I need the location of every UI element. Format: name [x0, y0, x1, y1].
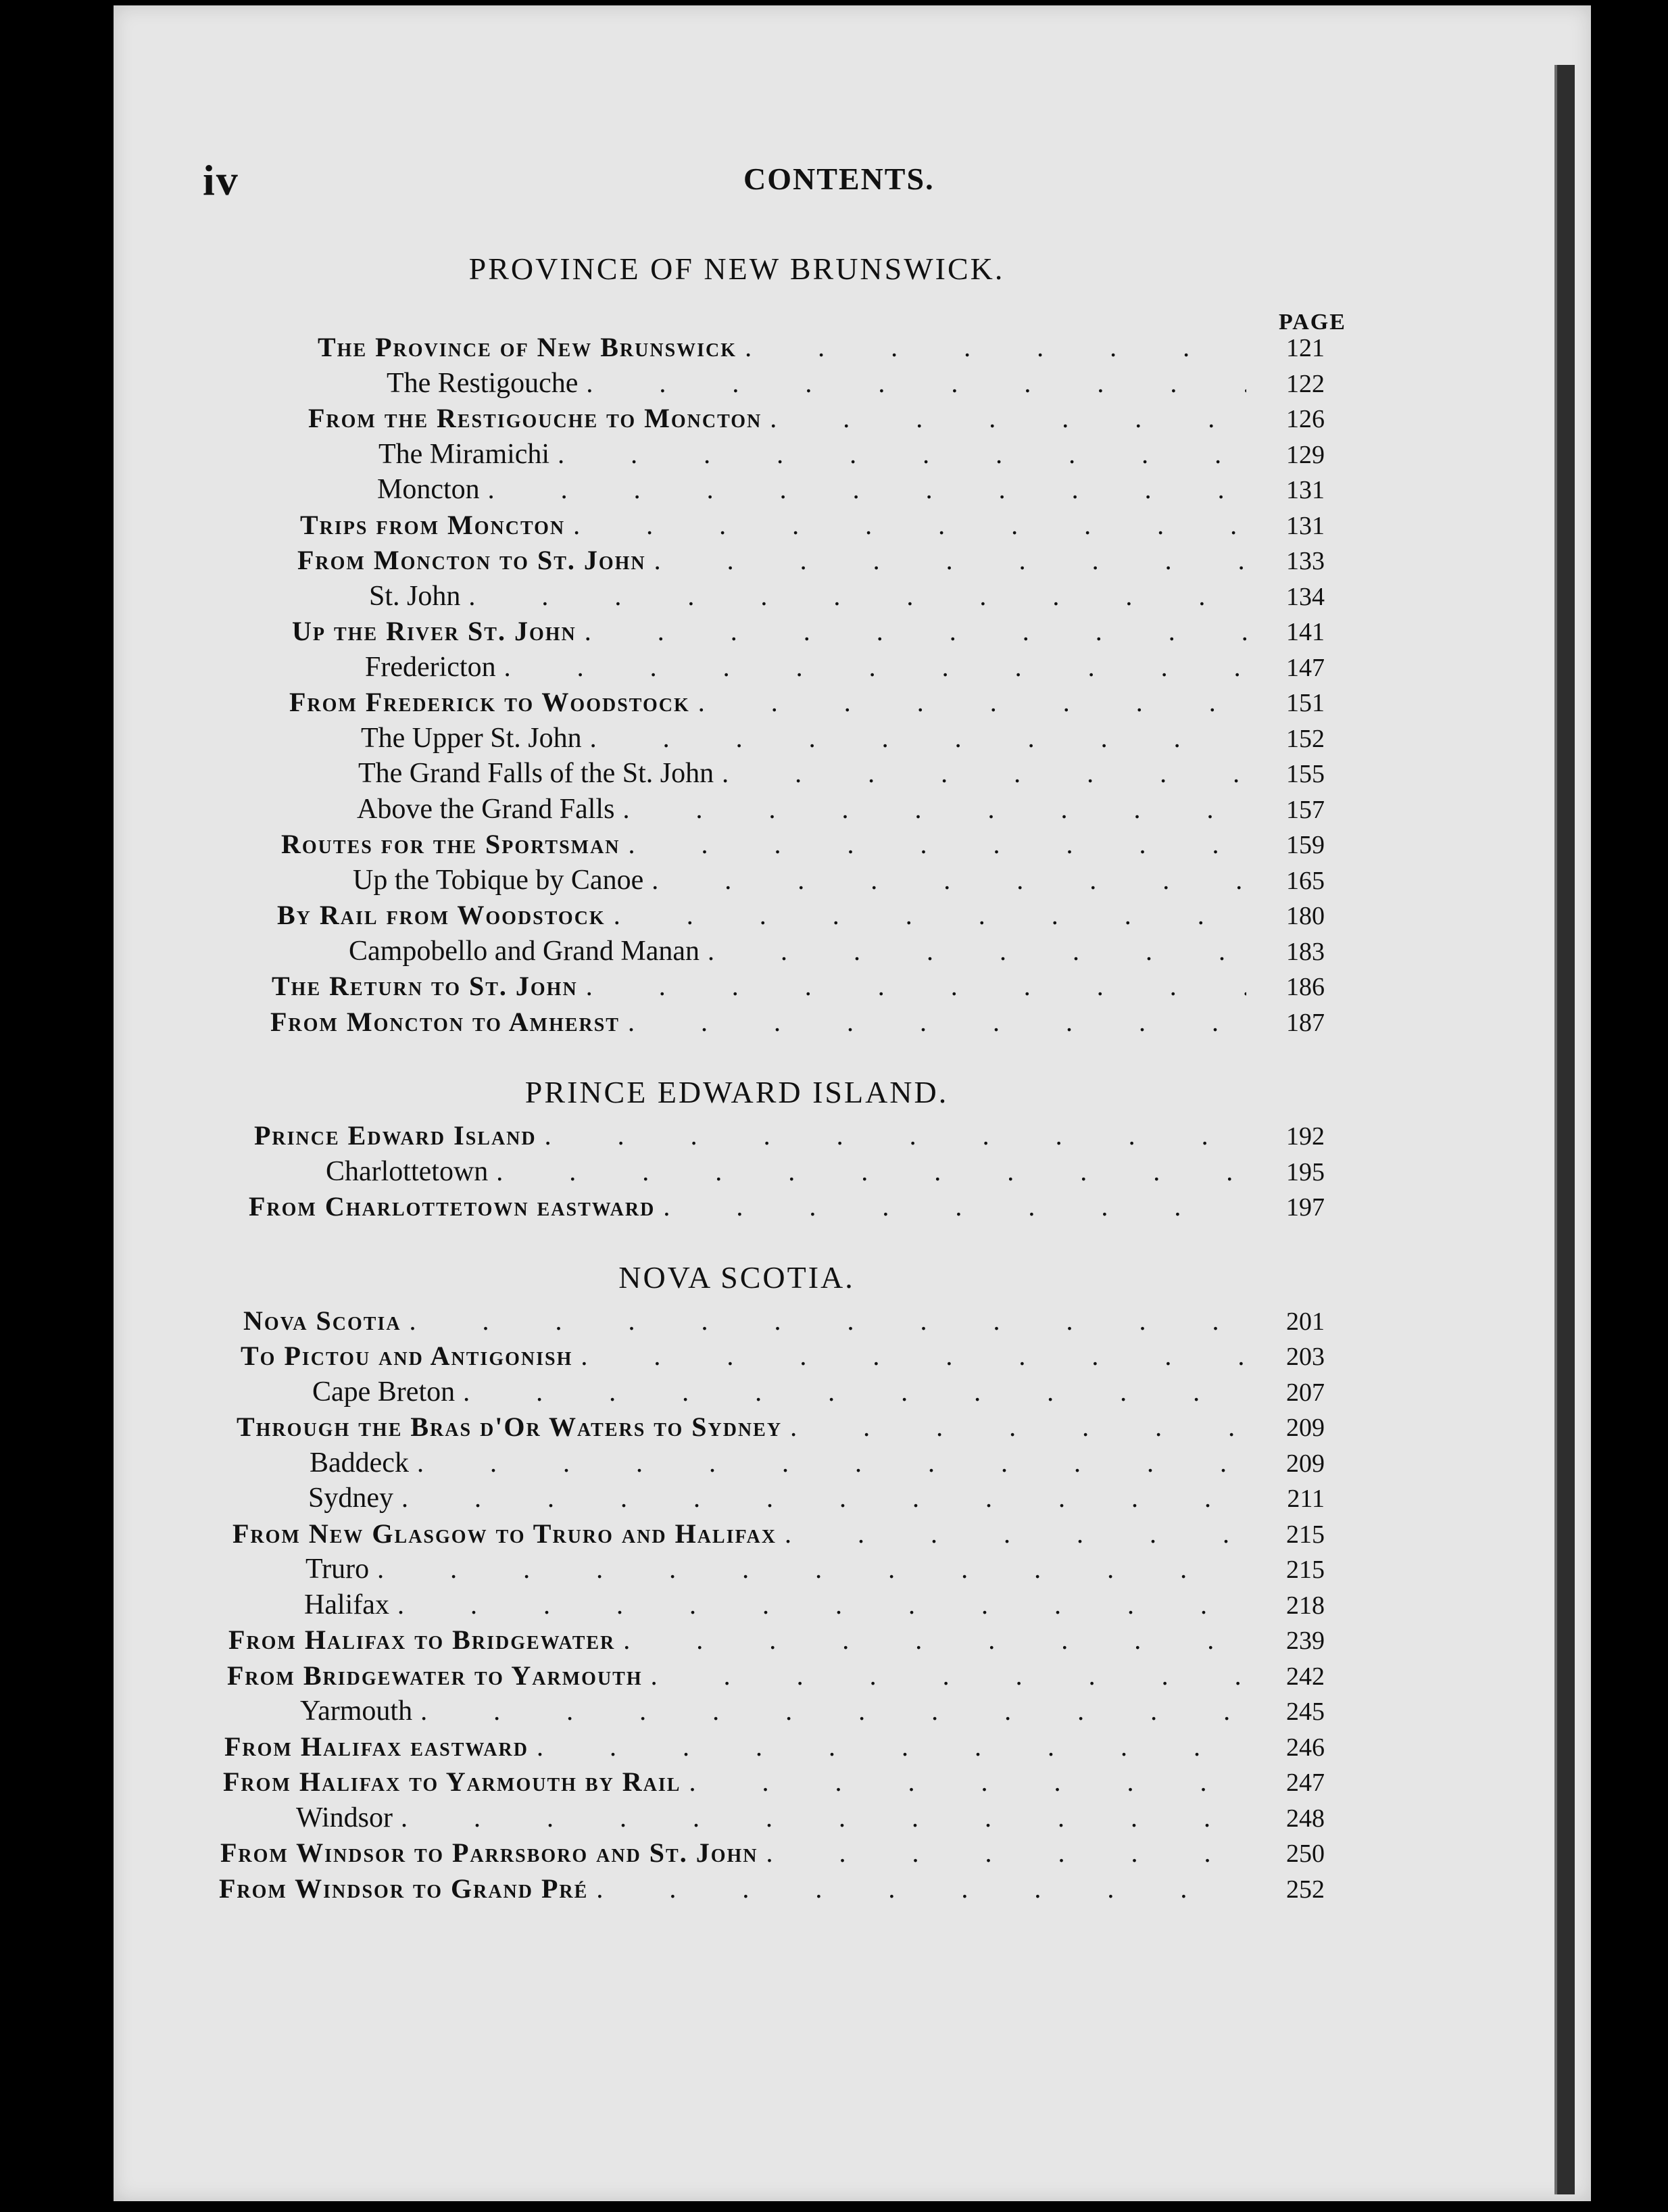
toc-entry[interactable] [0, 1871, 1554, 1907]
toc-entry-title: From Halifax eastward [224, 1731, 529, 1762]
page-number: iv [203, 156, 239, 204]
toc-entry[interactable] [0, 1587, 1554, 1623]
toc-entry-title: From Halifax to Yarmouth by Rail [223, 1766, 681, 1797]
dot-leader [537, 1729, 1246, 1765]
toc-entry-title: Routes for the Sportsman [281, 829, 620, 859]
toc-entry-page: 141 [1286, 618, 1325, 646]
dot-leader [689, 1764, 1247, 1800]
toc-entry[interactable] [0, 756, 1554, 792]
toc-entry-page: 209 [1286, 1414, 1325, 1442]
toc-entry-page: 209 [1286, 1449, 1325, 1478]
table-of-contents [0, 243, 1554, 1906]
toc-entry[interactable] [0, 685, 1554, 721]
toc-entry-title: The Restigouche [387, 367, 579, 399]
toc-entry-page: 211 [1287, 1485, 1325, 1513]
toc-entry[interactable] [0, 1189, 1554, 1225]
dot-leader [377, 1552, 1246, 1587]
dot-leader [745, 330, 1246, 366]
dot-leader [790, 1410, 1246, 1445]
toc-entry[interactable] [0, 1622, 1554, 1658]
toc-entry-page: 180 [1286, 902, 1325, 930]
page-header [0, 155, 1554, 203]
dot-leader [652, 863, 1246, 898]
toc-entry-page: 155 [1286, 760, 1325, 788]
toc-entry[interactable] [0, 1764, 1554, 1800]
toc-entry-title: Truro [305, 1554, 370, 1585]
toc-entry[interactable] [0, 366, 1554, 402]
toc-entry[interactable] [0, 1552, 1554, 1587]
toc-entry[interactable] [0, 1410, 1554, 1445]
toc-entry-page: 134 [1286, 582, 1325, 611]
toc-entry-title: Fredericton [365, 651, 496, 683]
toc-entry-page: 131 [1286, 476, 1325, 504]
dot-leader [504, 650, 1246, 686]
dot-leader [586, 366, 1246, 402]
dot-leader [651, 1658, 1246, 1694]
toc-entry[interactable] [0, 1516, 1554, 1552]
toc-entry[interactable] [0, 1118, 1554, 1154]
toc-entry-title: Baddeck [310, 1447, 409, 1478]
dot-leader [420, 1693, 1246, 1729]
dot-leader [590, 721, 1246, 756]
dot-leader [623, 1622, 1246, 1658]
toc-entry-page: 252 [1286, 1875, 1325, 1904]
toc-entry-page: 152 [1286, 724, 1325, 753]
dot-leader [573, 508, 1246, 544]
toc-entry[interactable] [0, 792, 1554, 827]
dot-leader [410, 1303, 1246, 1339]
toc-entry-page: 246 [1286, 1733, 1325, 1762]
dot-leader [698, 685, 1246, 721]
toc-entry-title: From Windsor to Grand Pré [219, 1873, 589, 1904]
toc-entry-title: Trips from Moncton [300, 509, 566, 540]
dot-leader [496, 1154, 1246, 1190]
toc-entry-title: St. John [369, 580, 461, 612]
dot-leader [581, 1339, 1246, 1374]
toc-entry-page: 247 [1286, 1769, 1325, 1797]
toc-entry-title: From Bridgewater to Yarmouth [227, 1660, 643, 1691]
toc-entry-page: 121 [1286, 334, 1325, 362]
toc-entry-page: 147 [1286, 653, 1325, 682]
toc-entry-page: 201 [1286, 1307, 1325, 1336]
dot-leader [401, 1800, 1246, 1836]
toc-entry-title: The Return to St. John [272, 971, 578, 1001]
toc-entry-title: Charlottetown [326, 1155, 489, 1187]
toc-entry[interactable] [0, 330, 1554, 366]
section-heading: PROVINCE OF NEW BRUNSWICK. [468, 251, 1005, 286]
toc-entry[interactable] [0, 1481, 1554, 1516]
toc-entry-title: Halifax [304, 1589, 389, 1620]
toc-entry-title: Sydney [308, 1483, 393, 1514]
toc-entry-page: 183 [1286, 937, 1325, 966]
toc-entry-title: Prince Edward Island [254, 1120, 537, 1151]
toc-entry[interactable] [0, 650, 1554, 686]
toc-entry-page: 159 [1286, 831, 1325, 859]
toc-entry-page: 203 [1286, 1343, 1325, 1371]
toc-entry-title: The Grand Falls of the St. John [358, 758, 714, 789]
toc-entry[interactable] [0, 1729, 1554, 1765]
dot-leader [766, 1835, 1246, 1871]
toc-entry-title: From Moncton to St. John [297, 545, 646, 575]
toc-entry-title: Up the River St. John [292, 616, 577, 646]
toc-entry[interactable] [0, 1154, 1554, 1190]
toc-entry-page: 133 [1286, 547, 1325, 575]
toc-entry[interactable] [0, 863, 1554, 898]
toc-entry-title: Moncton [377, 474, 480, 505]
toc-entry-page: 250 [1286, 1840, 1325, 1868]
toc-entry[interactable] [0, 579, 1554, 615]
section-heading: NOVA SCOTIA. [618, 1259, 855, 1295]
dot-leader [397, 1587, 1246, 1623]
dot-leader [628, 1005, 1246, 1040]
toc-entry-title: From Charlottetown eastward [249, 1191, 656, 1222]
toc-entry-page: 215 [1286, 1556, 1325, 1584]
toc-entry[interactable] [0, 934, 1554, 969]
dot-leader [545, 1118, 1246, 1154]
toc-entry-page: 207 [1286, 1378, 1325, 1407]
toc-entry[interactable] [0, 1658, 1554, 1694]
toc-entry-title: From Frederick to Woodstock [289, 687, 690, 717]
toc-entry-title: Up the Tobique by Canoe [353, 864, 644, 896]
toc-entry-page: 131 [1286, 511, 1325, 540]
toc-entry[interactable] [0, 1339, 1554, 1374]
toc-entry-page: 195 [1286, 1157, 1325, 1186]
toc-entry[interactable] [0, 401, 1554, 437]
toc-entry-title: From New Glasgow to Truro and Halifax [232, 1518, 777, 1549]
dot-leader [629, 827, 1246, 863]
page-edge [1554, 65, 1575, 2194]
dot-leader [401, 1481, 1246, 1516]
toc-entry-page: 151 [1286, 689, 1325, 717]
dot-leader [468, 579, 1246, 615]
toc-entry[interactable] [0, 508, 1554, 544]
toc-entry-title: From Halifax to Bridgewater [228, 1625, 616, 1655]
toc-entry-page: 215 [1286, 1520, 1325, 1549]
toc-entry-title: The Province of New Brunswick [318, 332, 737, 362]
dot-leader [622, 792, 1246, 827]
toc-entry-page: 242 [1286, 1662, 1325, 1691]
toc-entry-page: 122 [1286, 369, 1325, 398]
dot-leader [463, 1374, 1246, 1410]
dot-leader [488, 472, 1246, 508]
toc-entry[interactable] [0, 827, 1554, 863]
dot-leader [585, 614, 1246, 650]
toc-entry-page: 248 [1286, 1804, 1325, 1833]
toc-entry[interactable] [0, 898, 1554, 934]
toc-entry-title: Nova Scotia [243, 1305, 401, 1336]
toc-entry-title: From Moncton to Amherst [270, 1006, 620, 1037]
toc-entry-title: Cape Breton [312, 1376, 456, 1408]
toc-entry-page: 197 [1286, 1193, 1325, 1222]
dot-leader [596, 1871, 1246, 1907]
page-column-label: PAGE [1279, 310, 1346, 335]
toc-entry[interactable] [0, 543, 1554, 579]
toc-entry[interactable] [0, 1445, 1554, 1481]
toc-entry[interactable] [0, 472, 1554, 508]
dot-leader [770, 401, 1246, 437]
toc-entry-title: The Miramichi [378, 438, 550, 470]
toc-entry-title: The Upper St. John [361, 722, 582, 754]
section-heading: PRINCE EDWARD ISLAND. [524, 1075, 949, 1109]
toc-entry-page: 192 [1286, 1122, 1325, 1151]
toc-entry[interactable] [0, 1693, 1554, 1729]
toc-entry-page: 129 [1286, 440, 1325, 469]
toc-entry-title: By Rail from Woodstock [277, 900, 606, 930]
dot-leader [654, 543, 1246, 579]
toc-entry-title: Yarmouth [300, 1696, 413, 1727]
toc-entry-title: From Windsor to Parrsboro and St. John [220, 1837, 758, 1868]
dot-leader [558, 437, 1246, 473]
dot-leader [417, 1445, 1246, 1481]
toc-entry[interactable] [0, 1005, 1554, 1040]
toc-entry-title: Windsor [296, 1802, 393, 1833]
toc-entry[interactable] [0, 1800, 1554, 1836]
toc-entry-title: To Pictou and Antigonish [241, 1341, 573, 1371]
toc-entry[interactable] [0, 614, 1554, 650]
toc-entry-page: 165 [1286, 866, 1325, 895]
toc-entry[interactable] [0, 1303, 1554, 1339]
toc-entry[interactable] [0, 437, 1554, 473]
dot-leader [586, 969, 1246, 1005]
toc-entry-page: 187 [1286, 1008, 1325, 1037]
running-title: CONTENTS. [743, 162, 935, 196]
toc-entry[interactable] [0, 721, 1554, 756]
dot-leader [663, 1189, 1246, 1225]
dot-leader [708, 934, 1246, 969]
toc-entry[interactable] [0, 969, 1554, 1005]
toc-entry-page: 239 [1286, 1627, 1325, 1655]
toc-entry[interactable] [0, 1835, 1554, 1871]
toc-entry[interactable] [0, 1374, 1554, 1410]
toc-entry-page: 245 [1286, 1698, 1325, 1726]
toc-entry-title: Campobello and Grand Manan [349, 935, 700, 967]
dot-leader [614, 898, 1246, 934]
dot-leader [785, 1516, 1246, 1552]
toc-entry-page: 126 [1286, 405, 1325, 433]
dot-leader [722, 756, 1246, 792]
toc-entry-page: 186 [1286, 973, 1325, 1001]
toc-entry-page: 218 [1286, 1591, 1325, 1620]
toc-entry-title: From the Restigouche to Moncton [308, 403, 762, 433]
toc-entry-title: Through the Bras d'Or Waters to Sydney [237, 1412, 783, 1442]
page-column-label-row [0, 295, 1554, 335]
toc-entry-title: Above the Grand Falls [357, 793, 615, 825]
toc-entry-page: 157 [1286, 795, 1325, 824]
